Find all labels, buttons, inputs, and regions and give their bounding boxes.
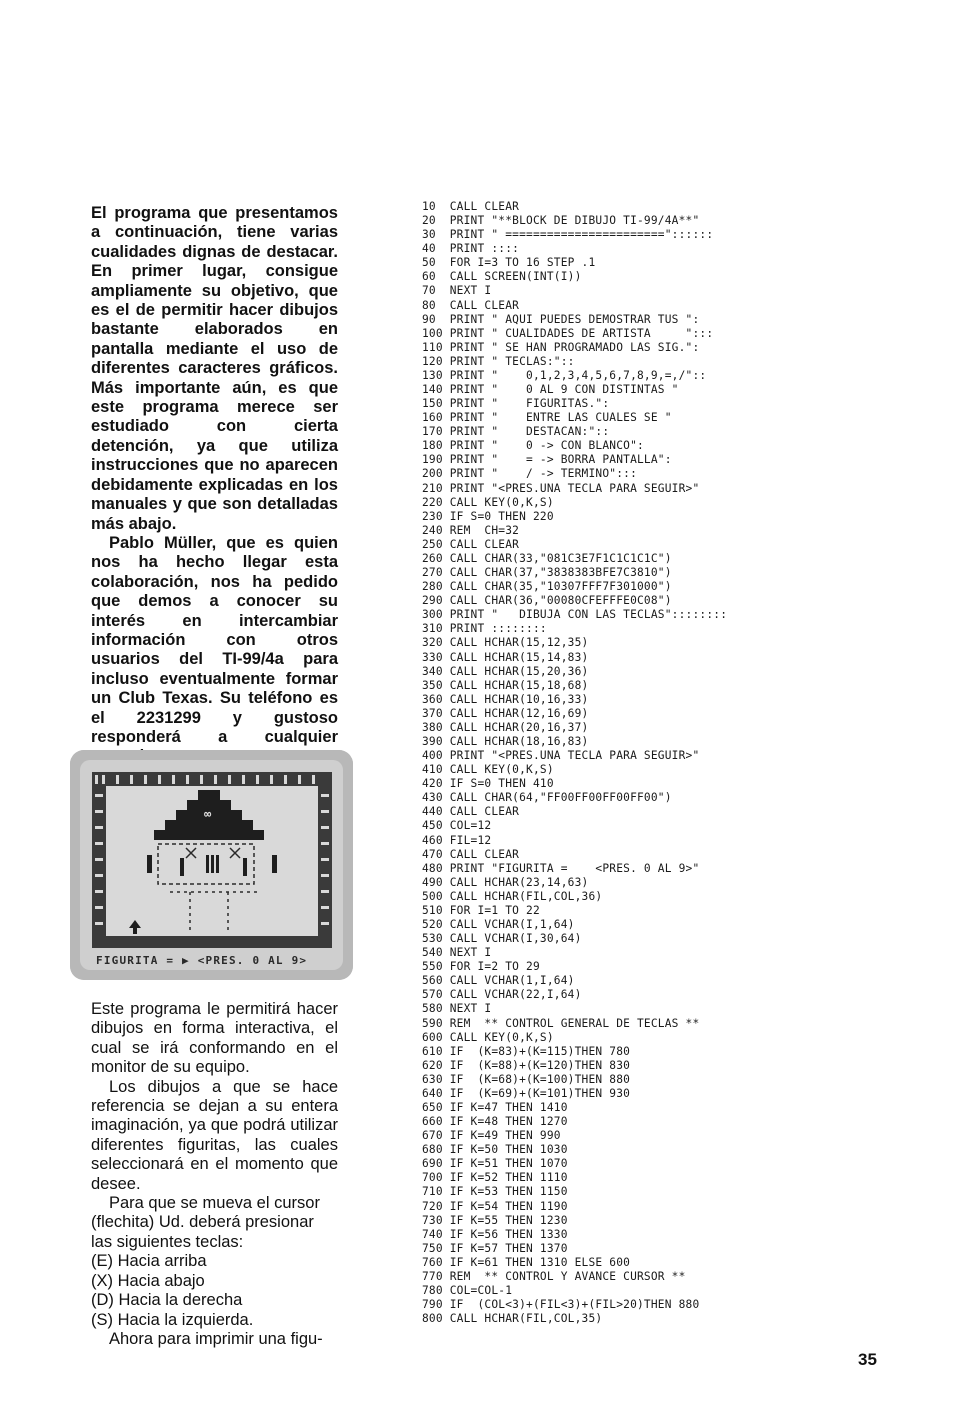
code-line: 610 IF (K=83)+(K=115)THEN 780 (422, 1044, 631, 1058)
code-line: 510 FOR I=1 TO 22 (422, 903, 540, 917)
code-line: 750 IF K=57 THEN 1370 (422, 1241, 568, 1255)
code-line: 380 CALL HCHAR(20,16,37) (422, 720, 589, 734)
code-line: 470 CALL CLEAR (422, 847, 520, 861)
code-line: 490 CALL HCHAR(23,14,63) (422, 875, 589, 889)
code-line: 270 CALL CHAR(37,"3838383BFE7C3810") (422, 566, 672, 580)
instructions-text (91, 1000, 338, 1349)
code-line: 150 PRINT " FIGURITAS.": (422, 397, 610, 411)
svg-text:∞: ∞ (204, 807, 212, 821)
code-line: 120 PRINT " TECLAS:":: (422, 354, 575, 368)
code-line: 160 PRINT " ENTRE LAS CUALES SE " (422, 411, 672, 425)
code-line: 50 FOR I=3 TO 16 STEP .1 (422, 256, 596, 270)
code-line: 30 PRINT " =======================":::::: (422, 228, 714, 242)
code-line: 70 NEXT I (422, 284, 492, 298)
code-line: 740 IF K=56 THEN 1330 (422, 1227, 568, 1241)
code-line: 190 PRINT " = -> BORRA PANTALLA": (422, 453, 672, 467)
code-line: 600 CALL KEY(0,K,S) (422, 1030, 554, 1044)
code-line: 370 CALL HCHAR(12,16,69) (422, 706, 589, 720)
code-line: 760 IF K=61 THEN 1310 ELSE 600 (422, 1255, 631, 1269)
code-line: 670 IF K=49 THEN 990 (422, 1129, 561, 1143)
code-line: 350 CALL HCHAR(15,18,68) (422, 678, 589, 692)
code-line: 800 CALL HCHAR(FIL,COL,35) (422, 1312, 603, 1326)
code-line: 550 FOR I=2 TO 29 (422, 960, 540, 974)
code-line: 330 CALL HCHAR(15,14,83) (422, 650, 589, 664)
code-line: 390 CALL HCHAR(18,16,83) (422, 734, 589, 748)
code-line: 720 IF K=54 THEN 1190 (422, 1199, 568, 1213)
code-line: 450 COL=12 (422, 819, 492, 833)
body-paragraph: Este programa le permitirá hacer dibujos en forma interactiva, el cual se irá conformando en el monitor de su equipo. (91, 1000, 338, 1077)
code-line: 690 IF K=51 THEN 1070 (422, 1157, 568, 1171)
code-line: 440 CALL CLEAR (422, 805, 520, 819)
code-line: 620 IF (K=88)+(K=120)THEN 830 (422, 1058, 631, 1072)
code-line: 430 CALL CHAR(64,"FF00FF00FF00FF00") (422, 791, 672, 805)
code-line: 170 PRINT " DESTACAN:":: (422, 425, 610, 439)
code-line: 500 CALL HCHAR(FIL,COL,36) (422, 889, 603, 903)
code-line: 340 CALL HCHAR(15,20,36) (422, 664, 589, 678)
basic-code-listing (422, 200, 832, 1326)
code-line: 290 CALL CHAR(36,"00080CFEFFFE0C08") (422, 594, 672, 608)
code-line: 540 NEXT I (422, 946, 492, 960)
code-line: 530 CALL VCHAR(I,30,64) (422, 932, 582, 946)
screen-status-line: FIGURITA = ▶ <PRES. 0 AL 9> (96, 954, 308, 967)
code-line: 560 CALL VCHAR(1,I,64) (422, 974, 575, 988)
body-paragraph: Los dibujos a que se hace referencia se dejan a su entera imaginación, ya que podrá utilizar diferentes figuritas, las cuales seleccionará en el momento que desee. (91, 1077, 338, 1193)
intro-text (91, 204, 338, 767)
program-screenshot (70, 750, 353, 980)
code-line: 200 PRINT " / -> TERMINO"::: (422, 467, 637, 481)
code-line: 100 PRINT " CUALIDADES DE ARTISTA "::: (422, 326, 714, 340)
code-line: 300 PRINT " DIBUJA CON LAS TECLAS":::::::: (422, 608, 728, 622)
code-line: 730 IF K=55 THEN 1230 (422, 1213, 568, 1227)
code-line: 640 IF (K=69)+(K=101)THEN 930 (422, 1086, 631, 1100)
key-list (91, 1252, 338, 1330)
code-line: 240 REM CH=32 (422, 523, 520, 537)
code-line: 680 IF K=50 THEN 1030 (422, 1143, 568, 1157)
code-line: 80 CALL CLEAR (422, 298, 520, 312)
code-line: 260 CALL CHAR(33,"081C3E7F1C1C1C1C") (422, 551, 672, 565)
code-line: 90 PRINT " AQUI PUEDES DEMOSTRAR TUS ": (422, 312, 700, 326)
code-line: 180 PRINT " 0 -> CON BLANCO": (422, 439, 644, 453)
code-line: 280 CALL CHAR(35,"10307FFF7F301000") (422, 580, 672, 594)
code-line: 220 CALL KEY(0,K,S) (422, 495, 554, 509)
key-item: (E) Hacia arriba (91, 1252, 207, 1271)
code-line: 20 PRINT "**BLOCK DE DIBUJO TI-99/4A**" (422, 214, 700, 228)
code-line: 580 NEXT I (422, 1002, 492, 1016)
body-paragraph: Para que se mueva el cursor (flechita) Ud. deberá presionar las siguientes teclas: (91, 1194, 320, 1251)
code-line: 110 PRINT " SE HAN PROGRAMADO LAS SIG.": (422, 340, 700, 354)
code-line: 230 IF S=0 THEN 220 (422, 509, 554, 523)
code-line: 570 CALL VCHAR(22,I,64) (422, 988, 582, 1002)
tv-screen-image (70, 750, 353, 980)
code-line: 320 CALL HCHAR(15,12,35) (422, 636, 589, 650)
code-line: 480 PRINT "FIGURITA = <PRES. 0 AL 9>" (422, 861, 700, 875)
code-line: 40 PRINT :::: (422, 242, 520, 256)
code-line: 210 PRINT "<PRES.UNA TECLA PARA SEGUIR>" (422, 481, 700, 495)
code-line: 780 COL=COL-1 (422, 1284, 513, 1298)
code-line: 630 IF (K=68)+(K=100)THEN 880 (422, 1072, 631, 1086)
page-number: 35 (858, 1350, 877, 1369)
code-line: 130 PRINT " 0,1,2,3,4,5,6,7,8,9,=,/":: (422, 368, 707, 382)
code-line: 10 CALL CLEAR (422, 200, 520, 213)
key-item: (D) Hacia la derecha (91, 1291, 243, 1310)
intro-paragraph: Pablo Müller, que es quien nos ha hecho llegar esta colaboración, nos ha pedido que demos a conocer su interés en intercambiar información con otros usuarios del TI-99/4a para incluso eventualmente formar un Club Texas. Su teléfono es el 2231299 y gustoso responderá a cualquier (91, 533, 338, 746)
code-line: 710 IF K=53 THEN 1150 (422, 1185, 568, 1199)
code-line: 660 IF K=48 THEN 1270 (422, 1115, 568, 1129)
code-line: 360 CALL HCHAR(10,16,33) (422, 692, 589, 706)
code-line: 410 CALL KEY(0,K,S) (422, 763, 554, 777)
code-line: 520 CALL VCHAR(I,1,64) (422, 917, 575, 931)
key-item: (X) Hacia abajo (91, 1271, 205, 1290)
code-line: 790 IF (COL<3)+(FIL<3)+(FIL>20)THEN 880 (422, 1298, 700, 1312)
code-line: 700 IF K=52 THEN 1110 (422, 1171, 568, 1185)
code-line: 140 PRINT " 0 AL 9 CON DISTINTAS " (422, 383, 679, 397)
key-item: (S) Hacia la izquierda. (91, 1310, 254, 1329)
code-line: 420 IF S=0 THEN 410 (422, 777, 554, 791)
code-line: 590 REM ** CONTROL GENERAL DE TECLAS ** (422, 1016, 700, 1030)
code-line: 250 CALL CLEAR (422, 537, 520, 551)
code-line: 60 CALL SCREEN(INT(I)) (422, 270, 582, 284)
code-line: 770 REM ** CONTROL Y AVANCE CURSOR ** (422, 1269, 686, 1283)
code-line: 650 IF K=47 THEN 1410 (422, 1101, 568, 1114)
code-line: 460 FIL=12 (422, 833, 492, 847)
code-line: 400 PRINT "<PRES.UNA TECLA PARA SEGUIR>" (422, 749, 700, 763)
body-paragraph: Ahora para imprimir una figu- (109, 1329, 323, 1348)
code-line: 310 PRINT :::::::: (422, 622, 547, 636)
intro-paragraph: El programa que presentamos a continuación, tiene varias cualidades dignas de destacar. En primer lugar, consigue ampliamente su objetivo, que es el de permitir hacer dibujos bastante elaborados en pantalla mediante el uso de diferentes caracteres gráficos. Más importante aún, es que este programa merece ser estudiado con cierta detención, ya que utiliza instrucciones que no aparecen debidamente explicadas en los manuales y que son detalladas más abajo. (91, 204, 338, 533)
